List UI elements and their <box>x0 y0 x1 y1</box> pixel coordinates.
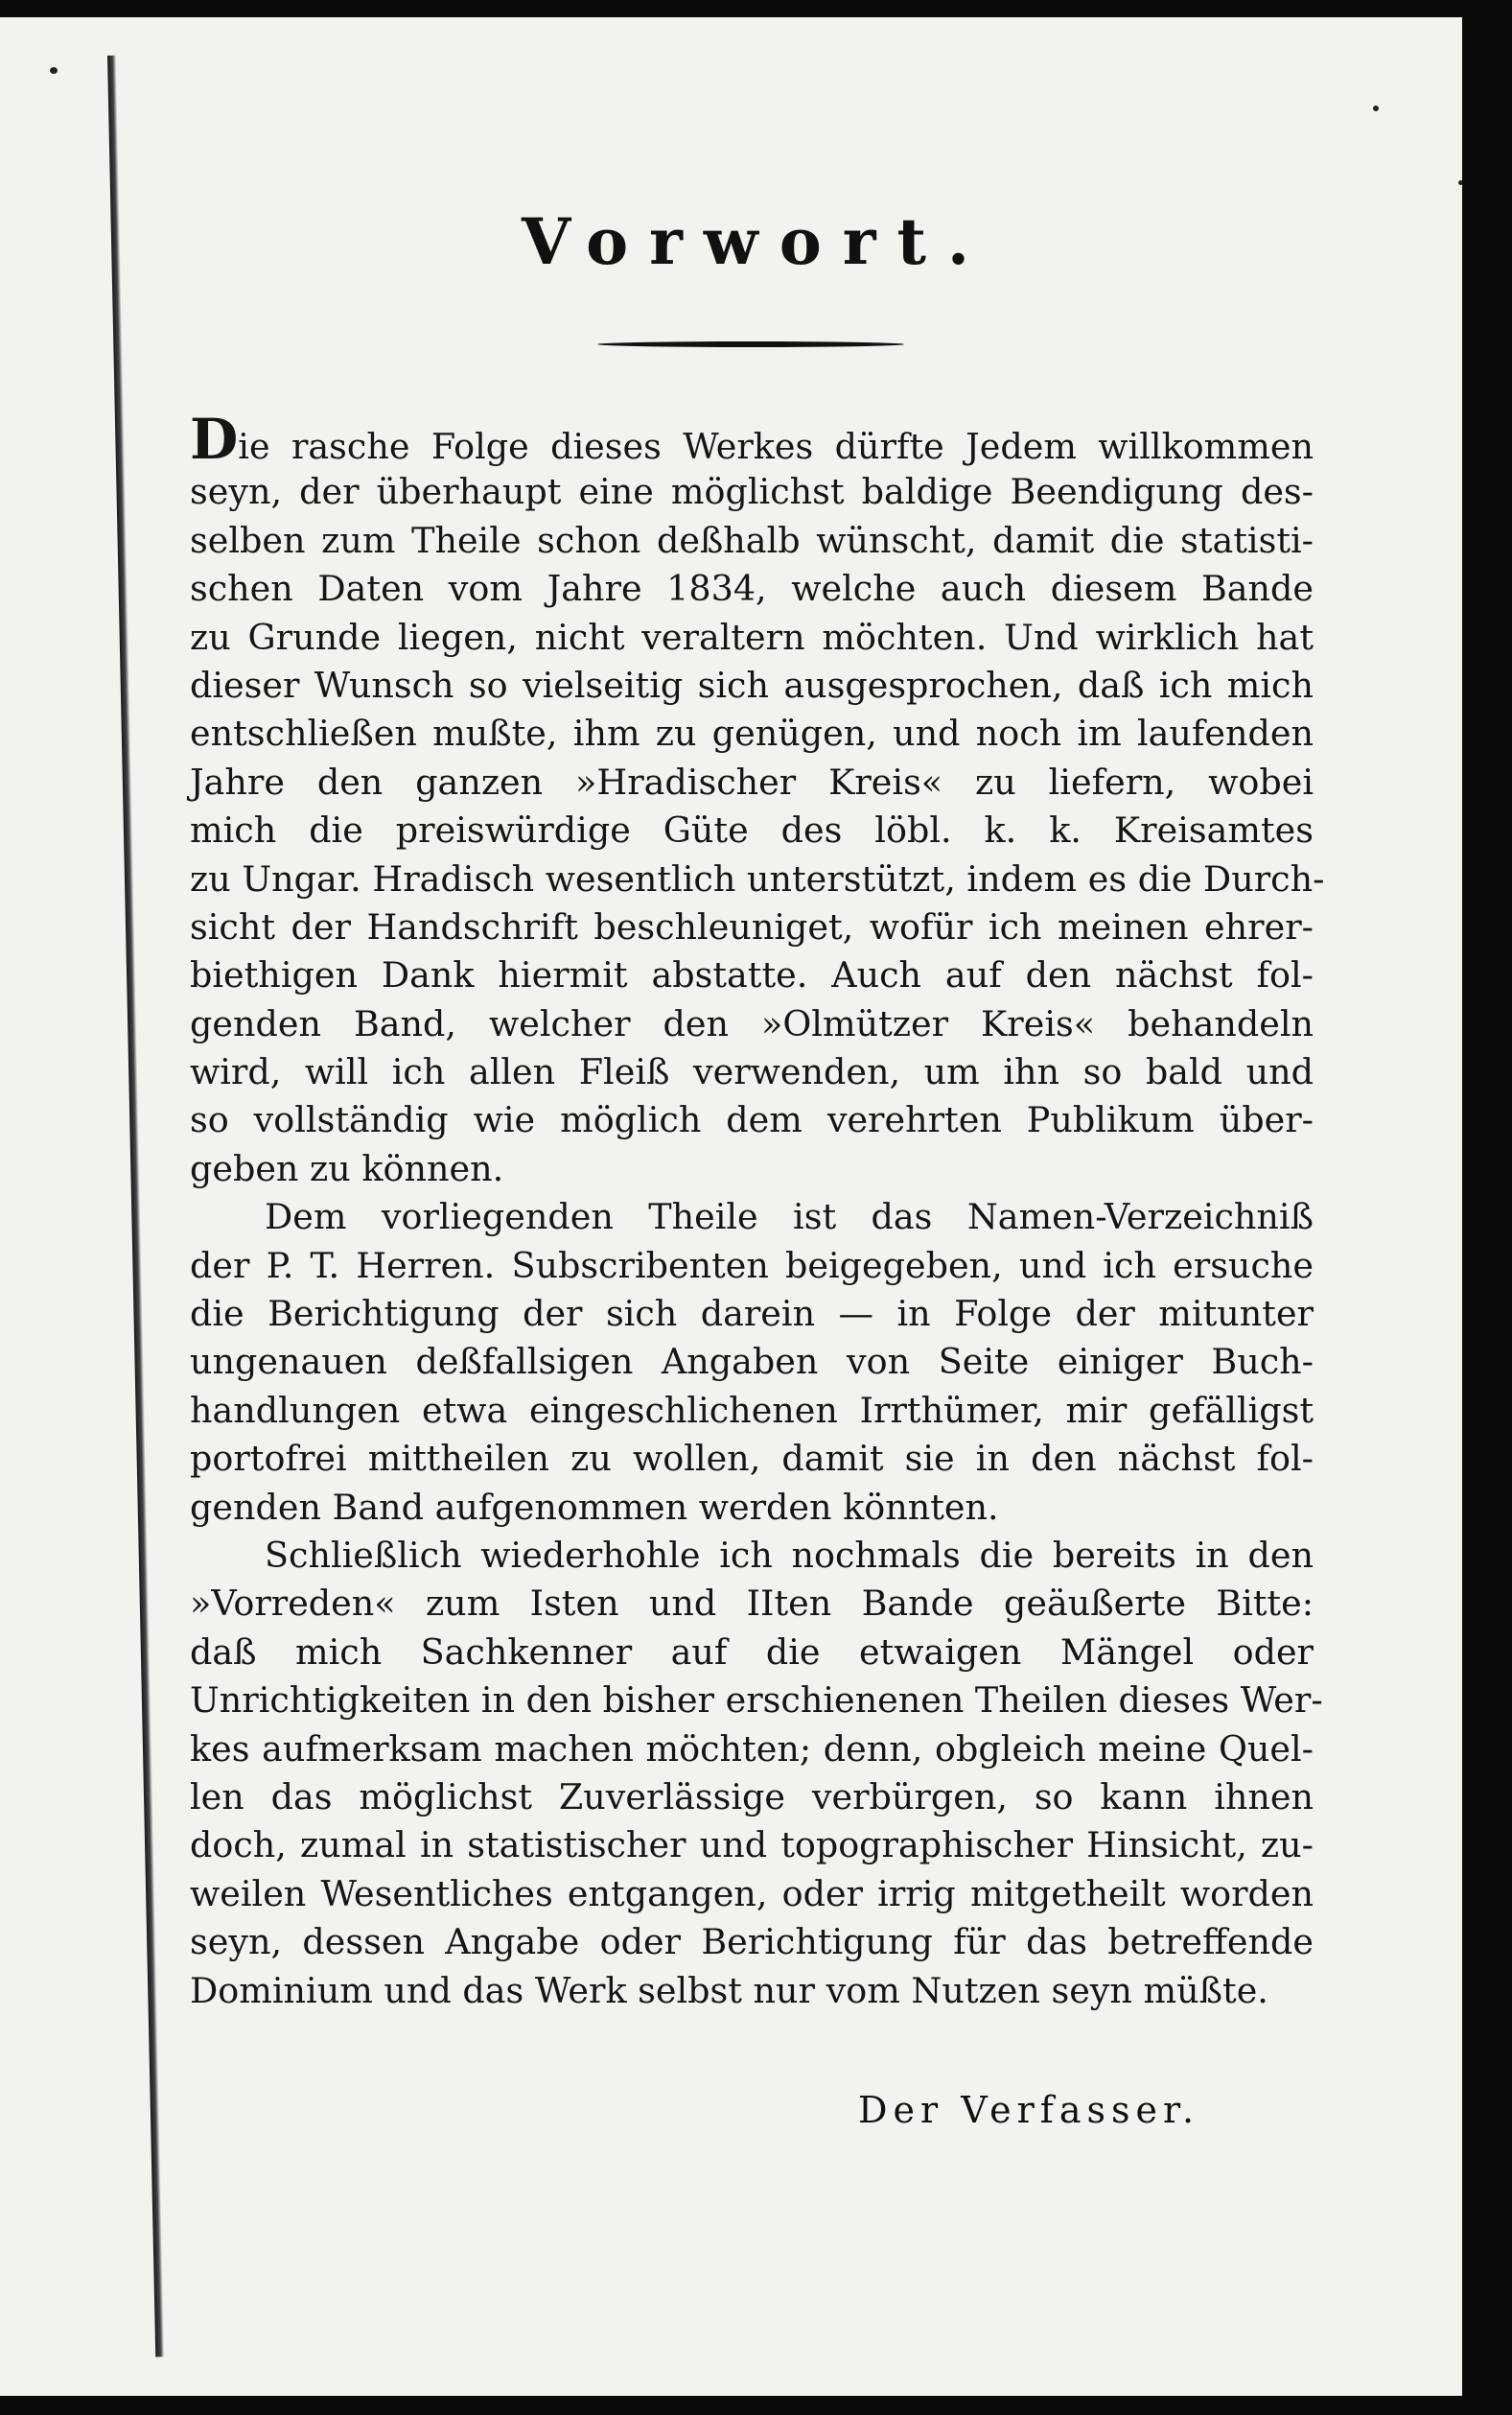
body-text <box>190 407 1325 2015</box>
text-line: »Vorreden« zum Isten und IIten Bande geäußerte Bitte: <box>190 1583 1314 1625</box>
scan-speck <box>50 67 58 74</box>
drop-cap: D <box>190 407 239 472</box>
scan-speck <box>1458 180 1462 185</box>
text-line: Jahre den ganzen »Hradischer Kreis« zu liefern, wobei <box>190 761 1314 803</box>
text-line: Dem vorliegenden Theile ist das Namen-Verzeichniß <box>265 1196 1314 1238</box>
text-line: geben zu können. <box>190 1147 504 1189</box>
text-line: seyn, dessen Angabe oder Berichtigung für das betreffende <box>190 1921 1314 1963</box>
text-line: schen Daten vom Jahre 1834, welche auch diesem Bande <box>190 568 1314 610</box>
text-line: dieser Wunsch so vielseitig sich ausgesprochen, daß ich mich <box>190 664 1314 706</box>
text-line: zu Ungar. Hradisch wesentlich unterstützt, indem es die Durch- <box>190 857 1325 900</box>
text-line: der P. T. Herren. Subscribenten beigegeben, und ich ersuche <box>190 1244 1314 1286</box>
text-line: handlungen etwa eingeschlichenen Irrthümer, mir gefälligst <box>190 1389 1314 1431</box>
text-line: genden Band, welcher den »Olmützer Kreis« behandeln <box>190 1002 1314 1044</box>
text-line: so vollständig wie möglich dem verehrten Publikum über- <box>190 1099 1314 1141</box>
text-line: selben zum Theile schon deßhalb wünscht, damit die statisti- <box>190 519 1314 561</box>
text-line: doch, zumal in statistischer und topographischer Hinsicht, zu- <box>190 1824 1314 1866</box>
text-line: mich die preiswürdige Güte des löbl. k. k. Kreisamtes <box>190 809 1314 852</box>
signature: Der Verfasser. <box>858 2089 1200 2131</box>
text-line: weilen Wesentliches entgangen, oder irrig mitgetheilt worden <box>190 1872 1314 1914</box>
text-line: zu Grunde liegen, nicht veraltern möchten. Und wirklich hat <box>190 616 1314 658</box>
text-line: Schließlich wiederhohle ich nochmals die bereits in den <box>265 1534 1314 1576</box>
binding-edge <box>107 56 164 2357</box>
text-line: Die rasche Folge dieses Werkes dürfte Jedem willkommen <box>190 407 1314 472</box>
text-line: Unrichtigkeiten in den bisher erschienenen Theilen dieses Wer- <box>190 1679 1323 1722</box>
text-line: biethigen Dank hiermit abstatte. Auch auf den nächst fol- <box>190 954 1314 996</box>
text-line: sicht der Handschrift beschleuniget, wofür ich meinen ehrer- <box>190 905 1314 948</box>
text-line: wird, will ich allen Fleiß verwenden, um ihn so bald und <box>190 1051 1314 1093</box>
text-line: ungenauen deßfallsigen Angaben von Seite einiger Buch- <box>190 1341 1314 1383</box>
scan-speck <box>1373 106 1379 111</box>
text-line: seyn, der überhaupt eine möglichst baldige Beendigung des- <box>190 471 1314 513</box>
text-line: Dominium und das Werk selbst nur vom Nutzen seyn müßte. <box>190 1969 1268 2011</box>
text-line: daß mich Sachkenner auf die etwaigen Mängel oder <box>190 1630 1314 1673</box>
title-rule <box>597 341 904 347</box>
page-title: Vorwort. <box>521 204 991 279</box>
text-line: len das möglichst Zuverlässige verbürgen, so kann ihnen <box>190 1775 1314 1817</box>
book-page <box>0 17 1462 2396</box>
text-line: die Berichtigung der sich darein — in Folge der mitunter <box>190 1293 1314 1335</box>
text-line: entschließen mußte, ihm zu genügen, und noch im laufenden <box>190 713 1314 755</box>
text-line: kes aufmerksam machen möchten; denn, obgleich meine Quel- <box>190 1727 1314 1770</box>
text-line: genden Band aufgenommen werden könnten. <box>190 1486 999 1528</box>
text-line: portofrei mittheilen zu wollen, damit sie in den nächst fol- <box>190 1438 1314 1480</box>
